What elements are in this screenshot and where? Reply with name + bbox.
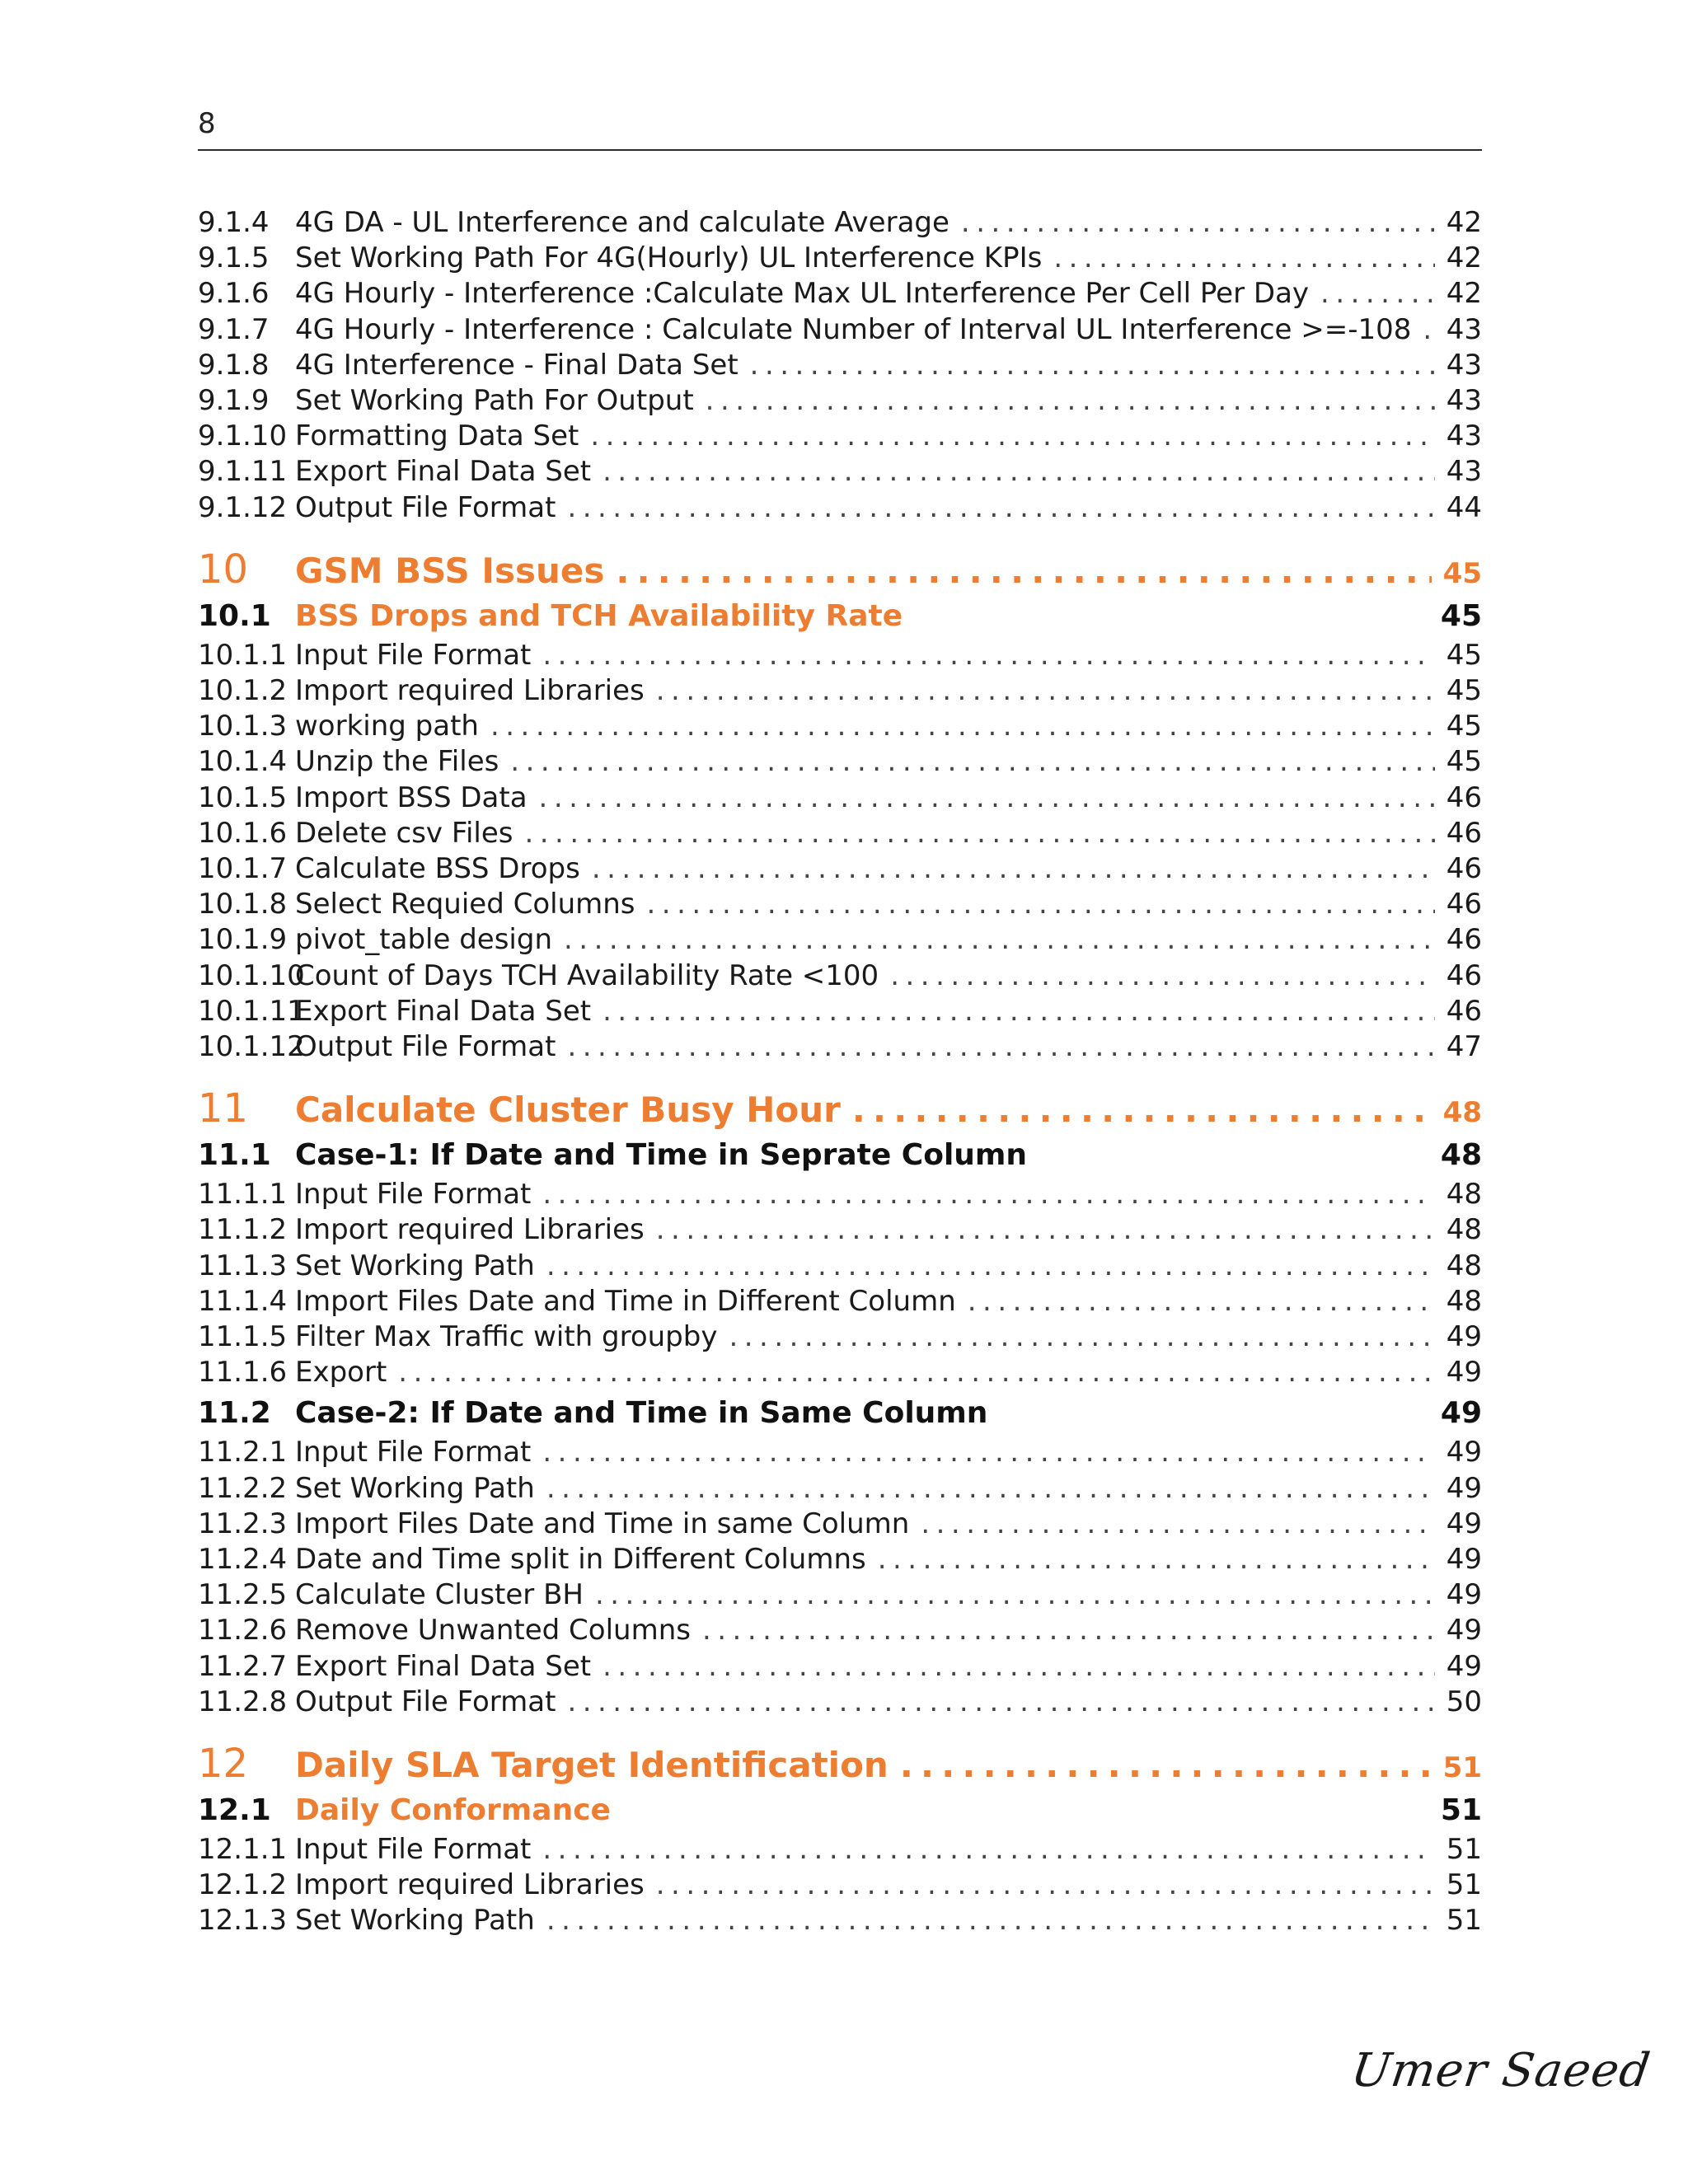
toc-entry-title: Case-2: If Date and Time in Same Column [295, 1396, 988, 1431]
toc-entry-sub[interactable] [198, 923, 1482, 959]
toc-dot-leader [921, 1507, 1434, 1540]
toc-entry-title: Calculate Cluster BH [295, 1578, 584, 1612]
toc-entry-section[interactable] [198, 1138, 1482, 1178]
toc-entry-number: 9.1.5 [198, 241, 270, 275]
toc-entry-number: 10.1.8 [198, 888, 288, 921]
toc-entry-page: 48 [1446, 1249, 1482, 1282]
toc-entry-title: BSS Drops and TCH Availability Rate [295, 598, 903, 633]
toc-entry-sub[interactable] [198, 455, 1482, 491]
toc-dot-leader [595, 1578, 1435, 1611]
toc-entry-title: Calculate Cluster Busy Hour [295, 1090, 841, 1131]
toc-entry-sub[interactable] [198, 1030, 1482, 1066]
toc-entry-title: Date and Time split in Different Columns [295, 1543, 866, 1576]
toc-entry-number: 10 [198, 546, 249, 593]
toc-entry-sub[interactable] [198, 710, 1482, 746]
toc-entry-number: 11.2.5 [198, 1578, 288, 1612]
toc-dot-leader [706, 384, 1435, 417]
toc-dot-leader [542, 639, 1434, 672]
toc-entry-number: 10.1.12 [198, 1030, 305, 1063]
toc-entry-page: 46 [1446, 994, 1482, 1028]
toc-entry-title: Export [295, 1356, 387, 1390]
toc-entry-page: 50 [1446, 1685, 1482, 1718]
toc-dot-leader [656, 1213, 1435, 1246]
toc-entry-sub[interactable] [198, 491, 1482, 527]
toc-entry-number: 10.1.6 [198, 816, 288, 850]
header-rule [198, 149, 1482, 151]
toc-entry-sub[interactable] [198, 1213, 1482, 1249]
toc-entry-sub[interactable] [198, 1436, 1482, 1472]
toc-dot-leader [567, 1685, 1434, 1718]
toc-entry-number: 10.1.2 [198, 674, 288, 707]
toc-entry-number: 12.1.2 [198, 1868, 288, 1902]
toc-entry-section[interactable] [198, 1793, 1482, 1833]
toc-dot-leader [567, 491, 1434, 524]
toc-entry-page: 51 [1440, 1793, 1482, 1827]
toc-entry-page: 45 [1442, 556, 1482, 590]
toc-entry-page: 45 [1446, 710, 1482, 743]
toc-dot-leader [510, 745, 1434, 778]
toc-dot-leader [603, 995, 1435, 1028]
toc-entry-number: 12.1.3 [198, 1904, 288, 1938]
toc-entry-page: 51 [1442, 1751, 1482, 1784]
toc-entry-chapter[interactable] [198, 1741, 1482, 1787]
toc-entry-title: Output File Format [295, 1685, 556, 1718]
toc-entry-page: 46 [1446, 780, 1482, 814]
toc-entry-sub[interactable] [198, 639, 1482, 675]
toc-entry-sub[interactable] [198, 313, 1482, 349]
toc-entry-sub[interactable] [198, 1320, 1482, 1357]
toc-entry-page: 47 [1446, 1030, 1482, 1063]
toc-entry-title: working path [295, 710, 479, 743]
toc-entry-number: 10.1.11 [198, 994, 305, 1028]
toc-entry-number: 9.1.8 [198, 348, 270, 382]
toc-entry-number: 11.1.3 [198, 1249, 288, 1282]
toc-entry-sub[interactable] [198, 349, 1482, 385]
toc-entry-sub[interactable] [198, 1249, 1482, 1286]
toc-entry-page: 45 [1446, 638, 1482, 672]
toc-entry-title: Unzip the Files [295, 745, 499, 779]
toc-dot-leader [1053, 241, 1434, 274]
toc-dot-leader [968, 1285, 1435, 1318]
toc-entry-page: 48 [1446, 1213, 1482, 1247]
toc-entry-number: 10.1.7 [198, 852, 288, 885]
toc-entry-number: 11.2.6 [198, 1614, 288, 1647]
toc-entry-number: 9.1.11 [198, 455, 288, 489]
toc-entry-number: 11.2.1 [198, 1436, 288, 1469]
toc-entry-title: Input File Format [295, 1436, 532, 1469]
toc-entry-number: 10.1 [198, 598, 271, 633]
toc-entry-number: 9.1.4 [198, 206, 270, 239]
toc-dot-leader [647, 888, 1435, 921]
toc-entry-title: GSM BSS Issues [295, 550, 605, 591]
toc-entry-number: 11.2.2 [198, 1471, 288, 1505]
toc-entry-title: Set Working Path [295, 1904, 535, 1938]
toc-entry-title: Export Final Data Set [295, 1649, 592, 1683]
toc-entry-sub[interactable] [198, 1868, 1482, 1905]
toc-entry-page: 49 [1446, 1436, 1482, 1469]
toc-entry-section[interactable] [198, 1396, 1482, 1436]
toc-dot-leader [1423, 313, 1434, 346]
toc-entry-sub[interactable] [198, 1650, 1482, 1686]
toc-dot-leader [900, 1745, 1432, 1785]
toc-entry-sub[interactable] [198, 241, 1482, 278]
author-signature: Umer Saeed [1348, 2044, 1654, 2097]
toc-entry-page: 49 [1440, 1396, 1482, 1431]
toc-entry-number: 11.2.3 [198, 1507, 288, 1540]
toc-entry-number: 11.1.6 [198, 1356, 288, 1390]
toc-dot-leader [729, 1320, 1434, 1353]
toc-dot-leader [1320, 277, 1435, 310]
toc-entry-number: 10.1.4 [198, 745, 288, 779]
toc-dot-leader [702, 1614, 1435, 1647]
toc-entry-sub[interactable] [198, 1507, 1482, 1544]
toc-entry-number: 11.1.5 [198, 1320, 288, 1353]
toc-entry-page: 49 [1446, 1320, 1482, 1353]
toc-entry-title: Export Final Data Set [295, 455, 592, 489]
toc-dot-leader [603, 455, 1435, 488]
toc-entry-title: Set Working Path [295, 1249, 535, 1282]
toc-dot-leader [603, 1650, 1435, 1683]
toc-dot-leader [546, 1472, 1435, 1505]
toc-dot-leader [567, 1030, 1434, 1063]
toc-entry-sub[interactable] [198, 1543, 1482, 1579]
toc-dot-leader [656, 1868, 1435, 1901]
toc-entry-page: 48 [1440, 1138, 1482, 1173]
toc-entry-title: Import required Libraries [295, 1868, 645, 1902]
toc-entry-number: 11 [198, 1085, 249, 1132]
toc-dot-leader [546, 1249, 1435, 1282]
toc-entry-page: 46 [1446, 958, 1482, 992]
toc-entry-title: Input File Format [295, 1178, 532, 1212]
toc-entry-title: Import BSS Data [295, 780, 528, 814]
toc-entry-page: 42 [1446, 206, 1482, 239]
toc-entry-sub[interactable] [198, 1356, 1482, 1392]
toc-entry-number: 9.1.9 [198, 384, 270, 417]
toc-entry-sub[interactable] [198, 1833, 1482, 1869]
toc-entry-page: 51 [1446, 1833, 1482, 1866]
toc-entry-number: 10.1.3 [198, 710, 288, 743]
toc-entry-number: 11.1.4 [198, 1284, 288, 1318]
toc-entry-chapter[interactable] [198, 1085, 1482, 1132]
toc-entry-title: Export Final Data Set [295, 994, 592, 1028]
toc-entry-sub[interactable] [198, 674, 1482, 710]
toc-entry-number: 9.1.12 [198, 490, 288, 524]
toc-entry-title: Import required Libraries [295, 674, 645, 707]
toc-entry-number: 9.1.10 [198, 419, 288, 453]
toc-entry-sub[interactable] [198, 384, 1482, 420]
toc-entry-page: 48 [1446, 1178, 1482, 1212]
toc-entry-page: 51 [1446, 1868, 1482, 1902]
toc-entry-title: Daily SLA Target Identification [295, 1745, 889, 1785]
toc-entry-number: 12 [198, 1741, 249, 1787]
toc-entry-title: 4G Interference - Final Data Set [295, 348, 738, 382]
toc-entry-page: 46 [1446, 923, 1482, 957]
toc-entry-page: 45 [1440, 598, 1482, 633]
toc-entry-sub[interactable] [198, 1472, 1482, 1508]
toc-entry-title: Calculate BSS Drops [295, 852, 580, 885]
toc-entry-page: 43 [1446, 348, 1482, 382]
toc-dot-leader [564, 923, 1435, 956]
toc-entry-number: 11.1.1 [198, 1178, 288, 1212]
toc-entry-page: 43 [1446, 455, 1482, 489]
toc-entry-page: 42 [1446, 241, 1482, 275]
toc-dot-leader [490, 710, 1435, 743]
toc-entry-page: 44 [1446, 490, 1482, 524]
toc-entry-sub[interactable] [198, 277, 1482, 313]
toc-dot-leader [616, 551, 1431, 591]
toc-dot-leader [546, 1904, 1435, 1937]
toc-entry-number: 12.1.1 [198, 1833, 288, 1866]
toc-entry-title: Import Files Date and Time in same Column [295, 1507, 910, 1540]
toc-entry-sub[interactable] [198, 419, 1482, 456]
toc-entry-sub[interactable] [198, 995, 1482, 1031]
page-number: 8 [198, 107, 216, 140]
toc-dot-leader [542, 1436, 1434, 1469]
toc-entry-sub[interactable] [198, 852, 1482, 888]
toc-entry-number: 11.2.7 [198, 1649, 288, 1683]
toc-entry-page: 45 [1446, 745, 1482, 779]
toc-entry-sub[interactable] [198, 959, 1482, 996]
toc-dot-leader [590, 419, 1434, 452]
toc-entry-title: Output File Format [295, 1030, 556, 1063]
toc-entry-page: 43 [1446, 312, 1482, 346]
toc-entry-page: 46 [1446, 888, 1482, 921]
toc-entry-title: Delete csv Files [295, 816, 513, 850]
toc-entry-number: 11.2.4 [198, 1543, 288, 1576]
toc-entry-title: Daily Conformance [295, 1793, 611, 1827]
toc-entry-sub[interactable] [198, 1285, 1482, 1321]
toc-entry-page: 51 [1446, 1904, 1482, 1938]
toc-entry-page: 49 [1446, 1649, 1482, 1683]
toc-entry-page: 49 [1446, 1507, 1482, 1540]
toc-entry-title: Set Working Path For 4G(Hourly) UL Interference KPIs [295, 241, 1043, 275]
toc-entry-title: pivot_table design [295, 923, 552, 957]
toc-entry-page: 48 [1442, 1096, 1482, 1130]
toc-entry-title: Set Working Path [295, 1471, 535, 1505]
toc-entry-sub[interactable] [198, 206, 1482, 242]
toc-entry-sub[interactable] [198, 888, 1482, 924]
toc-dot-leader [398, 1356, 1434, 1389]
toc-entry-title: Import Files Date and Time in Different Column [295, 1284, 956, 1318]
toc-entry-page: 49 [1446, 1614, 1482, 1647]
toc-entry-number: 11.1 [198, 1138, 271, 1173]
toc-dot-leader [539, 781, 1435, 814]
toc-entry-number: 10.1.5 [198, 780, 288, 814]
toc-entry-title: Formatting Data Set [295, 419, 579, 453]
toc-entry-page: 46 [1446, 852, 1482, 885]
toc-entry-page: 46 [1446, 816, 1482, 850]
toc-entry-title: Output File Format [295, 490, 556, 524]
toc-entry-page: 48 [1446, 1284, 1482, 1318]
toc-entry-section[interactable] [198, 599, 1482, 639]
toc-entry-sub[interactable] [198, 817, 1482, 853]
toc-entry-title: 4G Hourly - Interference : Calculate Number of Interval UL Interference >=-108 [295, 312, 1412, 346]
toc-entry-sub[interactable] [198, 1614, 1482, 1650]
toc-dot-leader [878, 1543, 1435, 1576]
toc-dot-leader [542, 1178, 1434, 1211]
toc-entry-title: Input File Format [295, 1833, 532, 1866]
toc-entry-sub[interactable] [198, 781, 1482, 818]
toc-entry-number: 10.1.1 [198, 638, 288, 672]
toc-entry-page: 43 [1446, 384, 1482, 417]
toc-entry-title: Filter Max Traffic with groupby [295, 1320, 718, 1353]
toc-entry-sub[interactable] [198, 1178, 1482, 1214]
toc-entry-page: 49 [1446, 1578, 1482, 1612]
toc-entry-title: Set Working Path For Output [295, 384, 694, 417]
toc-entry-page: 49 [1446, 1471, 1482, 1505]
toc-entry-chapter[interactable] [198, 546, 1482, 593]
toc-entry-number: 11.1.2 [198, 1213, 288, 1247]
toc-entry-number: 10.1.9 [198, 923, 288, 957]
toc-entry-page: 42 [1446, 277, 1482, 311]
toc-entry-number: 9.1.6 [198, 277, 270, 311]
toc-entry-title: Input File Format [295, 638, 532, 672]
toc-entry-title: Count of Days TCH Availability Rate <100 [295, 958, 879, 992]
toc-dot-leader [750, 349, 1435, 382]
toc-entry-title: 4G Hourly - Interference :Calculate Max UL Interference Per Cell Per Day [295, 277, 1310, 311]
toc-dot-leader [592, 852, 1435, 885]
toc-entry-sub[interactable] [198, 1578, 1482, 1615]
toc-dot-leader [524, 817, 1434, 850]
toc-dot-leader [890, 959, 1435, 992]
toc-entry-page: 49 [1446, 1356, 1482, 1390]
toc-entry-number: 11.2 [198, 1396, 271, 1431]
toc-entry-title: Remove Unwanted Columns [295, 1614, 691, 1647]
toc-entry-number: 9.1.7 [198, 312, 270, 346]
toc-entry-page: 43 [1446, 419, 1482, 453]
toc-entry-sub[interactable] [198, 1904, 1482, 1940]
toc-entry-number: 10.1.10 [198, 958, 305, 992]
toc-entry-sub[interactable] [198, 745, 1482, 781]
toc-entry-number: 11.2.8 [198, 1685, 288, 1718]
toc-dot-leader [656, 674, 1435, 707]
toc-dot-leader [961, 206, 1435, 239]
toc-dot-leader [852, 1090, 1432, 1130]
toc-entry-title: 4G DA - UL Interference and calculate Average [295, 206, 950, 239]
toc-entry-title: Case-1: If Date and Time in Seprate Column [295, 1138, 1028, 1173]
toc-dot-leader [542, 1833, 1434, 1866]
toc-entry-title: Select Requied Columns [295, 888, 635, 921]
toc-entry-title: Import required Libraries [295, 1213, 645, 1247]
toc-entry-number: 12.1 [198, 1793, 271, 1827]
toc-entry-page: 45 [1446, 674, 1482, 707]
toc-entry-page: 49 [1446, 1543, 1482, 1576]
toc-entry-sub[interactable] [198, 1685, 1482, 1722]
